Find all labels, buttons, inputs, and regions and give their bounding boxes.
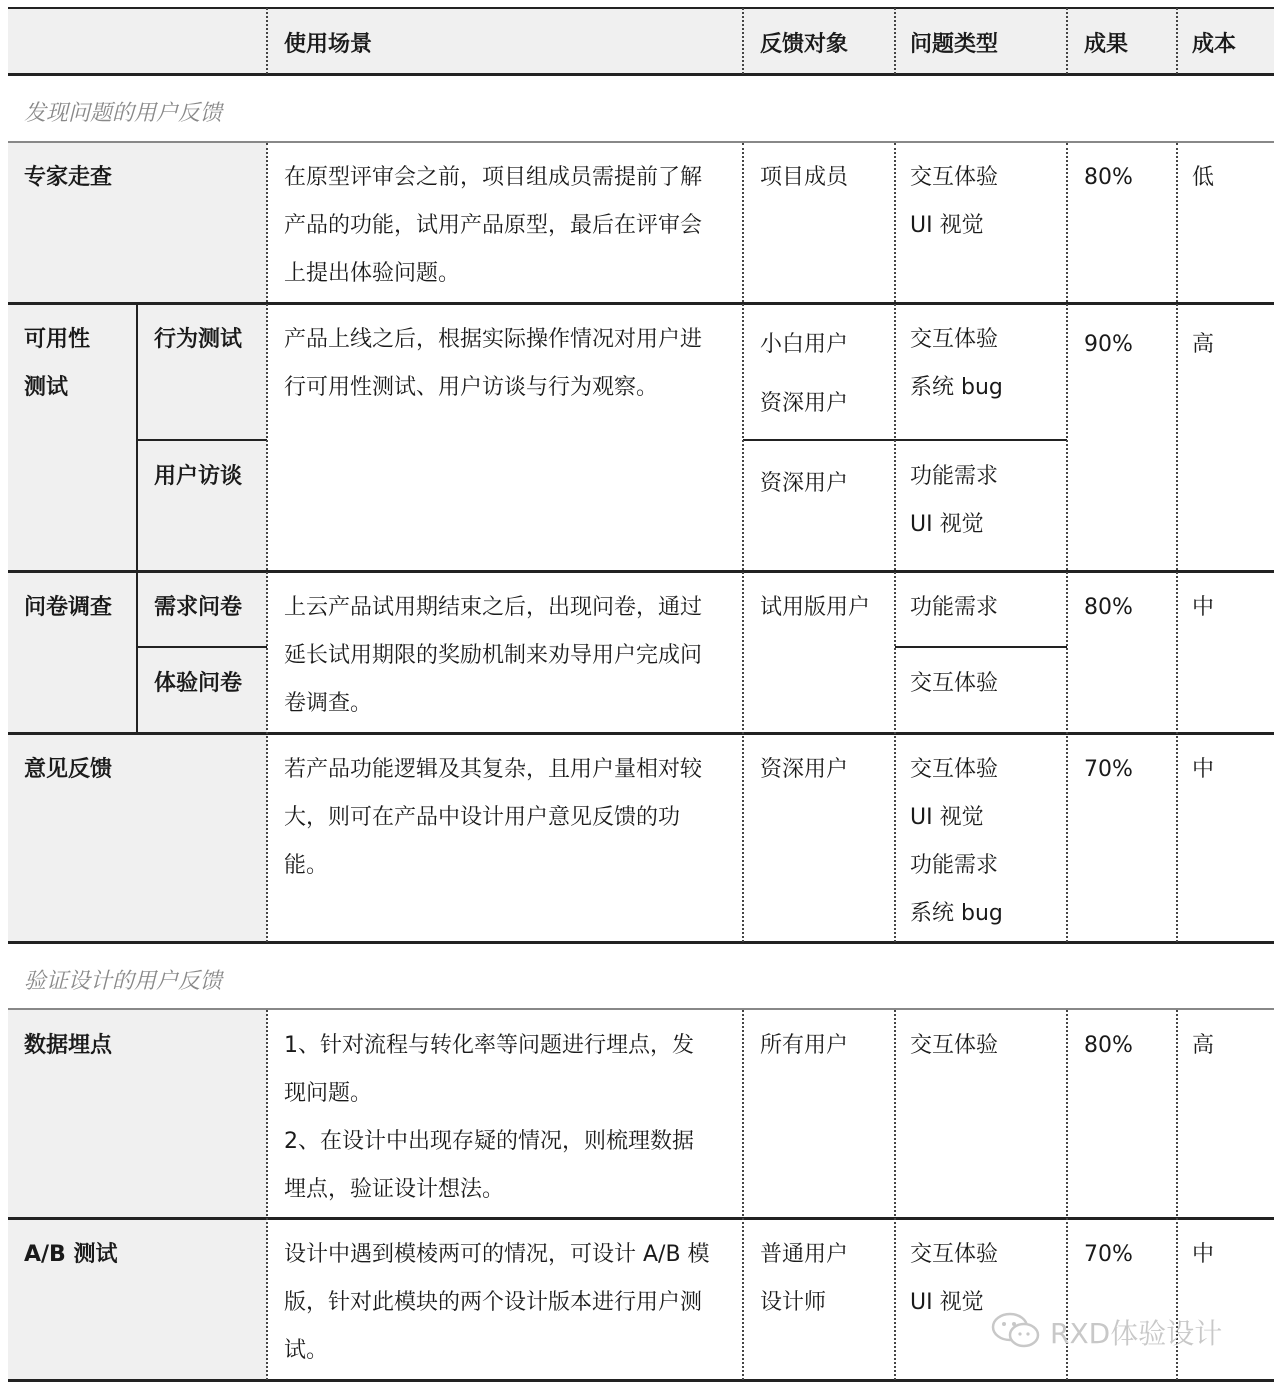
row-usability-sub1: 行为测试 bbox=[154, 327, 243, 352]
row-opinion-type-2: UI 视觉 bbox=[910, 805, 984, 830]
row-expert-type-1: 交互体验 bbox=[910, 165, 999, 190]
row-ab-scene-1: 设计中遇到模棱两可的情况，可设计 A/B 模 bbox=[284, 1242, 710, 1267]
row-survey-type1-1: 功能需求 bbox=[910, 595, 999, 620]
col-divider-4 bbox=[1066, 8, 1068, 74]
row-ab-scene-2: 版，针对此模块的两个设计版本进行用户测 bbox=[284, 1290, 703, 1315]
col-divider-3-body1 bbox=[894, 143, 896, 942]
row-opinion-type-1: 交互体验 bbox=[910, 757, 999, 782]
rule-survey-bottom bbox=[8, 732, 1274, 735]
row-expert-name: 专家走查 bbox=[24, 165, 113, 190]
row-tracking-result: 80% bbox=[1084, 1033, 1133, 1058]
row-usability-type2-2: UI 视觉 bbox=[910, 512, 984, 537]
row-tracking-scene-3: 2、在设计中出现存疑的情况，则梳理数据 bbox=[284, 1129, 694, 1154]
col-divider-3-body2 bbox=[894, 1010, 896, 1380]
row-opinion-type-4: 系统 bug bbox=[910, 901, 1003, 926]
row-survey-result: 80% bbox=[1084, 595, 1133, 620]
row-usability-cost: 高 bbox=[1192, 332, 1215, 357]
row-expert-scene-1: 在原型评审会之前，项目组成员需提前了解 bbox=[284, 165, 703, 190]
row-ab-type-2: UI 视觉 bbox=[910, 1290, 984, 1315]
col-divider-2 bbox=[742, 8, 744, 74]
col-divider-5-body1 bbox=[1176, 143, 1178, 942]
watermark bbox=[990, 1310, 1240, 1350]
row-tracking-scene-1: 1、针对流程与转化率等问题进行埋点，发 bbox=[284, 1033, 694, 1058]
row-opinion-type-3: 功能需求 bbox=[910, 853, 999, 878]
row-tracking-cost: 高 bbox=[1192, 1033, 1215, 1058]
wechat-icon bbox=[990, 1310, 1042, 1350]
row-tracking-type-1: 交互体验 bbox=[910, 1033, 999, 1058]
row-survey-name: 问卷调查 bbox=[24, 595, 113, 620]
header-result: 成果 bbox=[1084, 32, 1129, 57]
watermark-text: RXD体验设计 bbox=[1050, 1317, 1223, 1350]
header-cost: 成本 bbox=[1192, 32, 1237, 57]
usability-sub-sep-b bbox=[743, 439, 1067, 441]
row-survey-scene-2: 延长试用期限的奖励机制来劝导用户完成问 bbox=[284, 643, 703, 668]
row-opinion-cost: 中 bbox=[1192, 757, 1215, 782]
rule-header-bottom bbox=[8, 73, 1274, 76]
col-divider-2-body1 bbox=[742, 143, 744, 942]
row-ab-scene-3: 试。 bbox=[284, 1338, 329, 1363]
rule-opinion-bottom bbox=[8, 941, 1274, 944]
row-ab-type-1: 交互体验 bbox=[910, 1242, 999, 1267]
col-divider-1-body1 bbox=[266, 143, 268, 942]
header-type: 问题类型 bbox=[910, 32, 999, 57]
rule-top bbox=[8, 7, 1274, 9]
row-tracking-target-1: 所有用户 bbox=[760, 1033, 849, 1058]
row-survey-scene-3: 卷调查。 bbox=[284, 691, 373, 716]
row-ab-target-2: 设计师 bbox=[760, 1290, 827, 1315]
row-opinion-target-1: 资深用户 bbox=[760, 757, 849, 782]
row-expert-scene-2: 产品的功能，试用产品原型，最后在评审会 bbox=[284, 213, 703, 238]
section-verify: 验证设计的用户反馈 bbox=[24, 969, 223, 994]
row-opinion-scene-1: 若产品功能逻辑及其复杂，且用户量相对较 bbox=[284, 757, 703, 782]
row-expert-cost: 低 bbox=[1192, 165, 1215, 190]
row-tracking-name: 数据埋点 bbox=[24, 1033, 113, 1058]
header-target: 反馈对象 bbox=[760, 32, 849, 57]
col-divider-3 bbox=[894, 8, 896, 74]
col-divider-1 bbox=[266, 8, 268, 74]
col-divider-2-body2 bbox=[742, 1010, 744, 1380]
row-usability-sub2: 用户访谈 bbox=[154, 464, 243, 489]
row-tracking-scene-4: 埋点，验证设计想法。 bbox=[284, 1177, 505, 1202]
row-usability-target1-2: 资深用户 bbox=[760, 391, 849, 416]
survey-sub-divider bbox=[136, 573, 138, 733]
row-ab-result: 70% bbox=[1084, 1242, 1133, 1267]
row-survey-target-1: 试用版用户 bbox=[760, 595, 871, 620]
row-usability-type1-2: 系统 bug bbox=[910, 375, 1003, 400]
section-discover: 发现问题的用户反馈 bbox=[24, 101, 223, 126]
row-ab-cost: 中 bbox=[1192, 1242, 1215, 1267]
row-usability-type1-1: 交互体验 bbox=[910, 327, 999, 352]
survey-sub-sep-b bbox=[895, 646, 1067, 648]
usability-sub-sep-a bbox=[138, 439, 267, 441]
row-usability-type2-1: 功能需求 bbox=[910, 464, 999, 489]
row-expert-target-1: 项目成员 bbox=[760, 165, 849, 190]
row-expert-type-2: UI 视觉 bbox=[910, 213, 984, 238]
row-expert-scene-3: 上提出体验问题。 bbox=[284, 261, 461, 286]
usability-sub-divider bbox=[136, 305, 138, 571]
rule-section2 bbox=[8, 1008, 1274, 1010]
row-tracking-scene-2: 现问题。 bbox=[284, 1081, 373, 1106]
rule-bottom bbox=[8, 1379, 1274, 1382]
row-opinion-scene-2: 大，则可在产品中设计用户意见反馈的功 bbox=[284, 805, 681, 830]
row-survey-type2-1: 交互体验 bbox=[910, 671, 999, 696]
row-usability-name-1: 可用性 bbox=[24, 327, 91, 352]
row-opinion-result: 70% bbox=[1084, 757, 1133, 782]
row-survey-sub2: 体验问卷 bbox=[154, 671, 243, 696]
row-ab-name: A/B 测试 bbox=[24, 1242, 118, 1267]
rule-section1 bbox=[8, 141, 1274, 143]
row-usability-scene-1: 产品上线之后，根据实际操作情况对用户进 bbox=[284, 327, 703, 352]
row-usability-target1-1: 小白用户 bbox=[760, 332, 849, 357]
col-divider-1-body2 bbox=[266, 1010, 268, 1380]
row-survey-scene-1: 上云产品试用期结束之后，出现问卷，通过 bbox=[284, 595, 703, 620]
row-expert-result: 80% bbox=[1084, 165, 1133, 190]
col-divider-5 bbox=[1176, 8, 1178, 74]
row-survey-sub1: 需求问卷 bbox=[154, 595, 243, 620]
row-ab-target-1: 普通用户 bbox=[760, 1242, 849, 1267]
rule-usability-bottom bbox=[8, 570, 1274, 573]
survey-sub-sep-a bbox=[138, 646, 267, 648]
header-scene: 使用场景 bbox=[284, 32, 373, 57]
row-opinion-name: 意见反馈 bbox=[24, 757, 113, 782]
rule-expert-bottom bbox=[8, 302, 1274, 305]
col-divider-4-body1 bbox=[1066, 143, 1068, 942]
row-survey-cost: 中 bbox=[1192, 595, 1215, 620]
row-usability-result: 90% bbox=[1084, 332, 1133, 357]
row-opinion-scene-3: 能。 bbox=[284, 853, 329, 878]
row-usability-scene-2: 行可用性测试、用户访谈与行为观察。 bbox=[284, 375, 659, 400]
row-usability-target2-1: 资深用户 bbox=[760, 471, 849, 496]
rule-tracking-bottom bbox=[8, 1217, 1274, 1220]
row-usability-name-2: 测试 bbox=[24, 375, 69, 400]
